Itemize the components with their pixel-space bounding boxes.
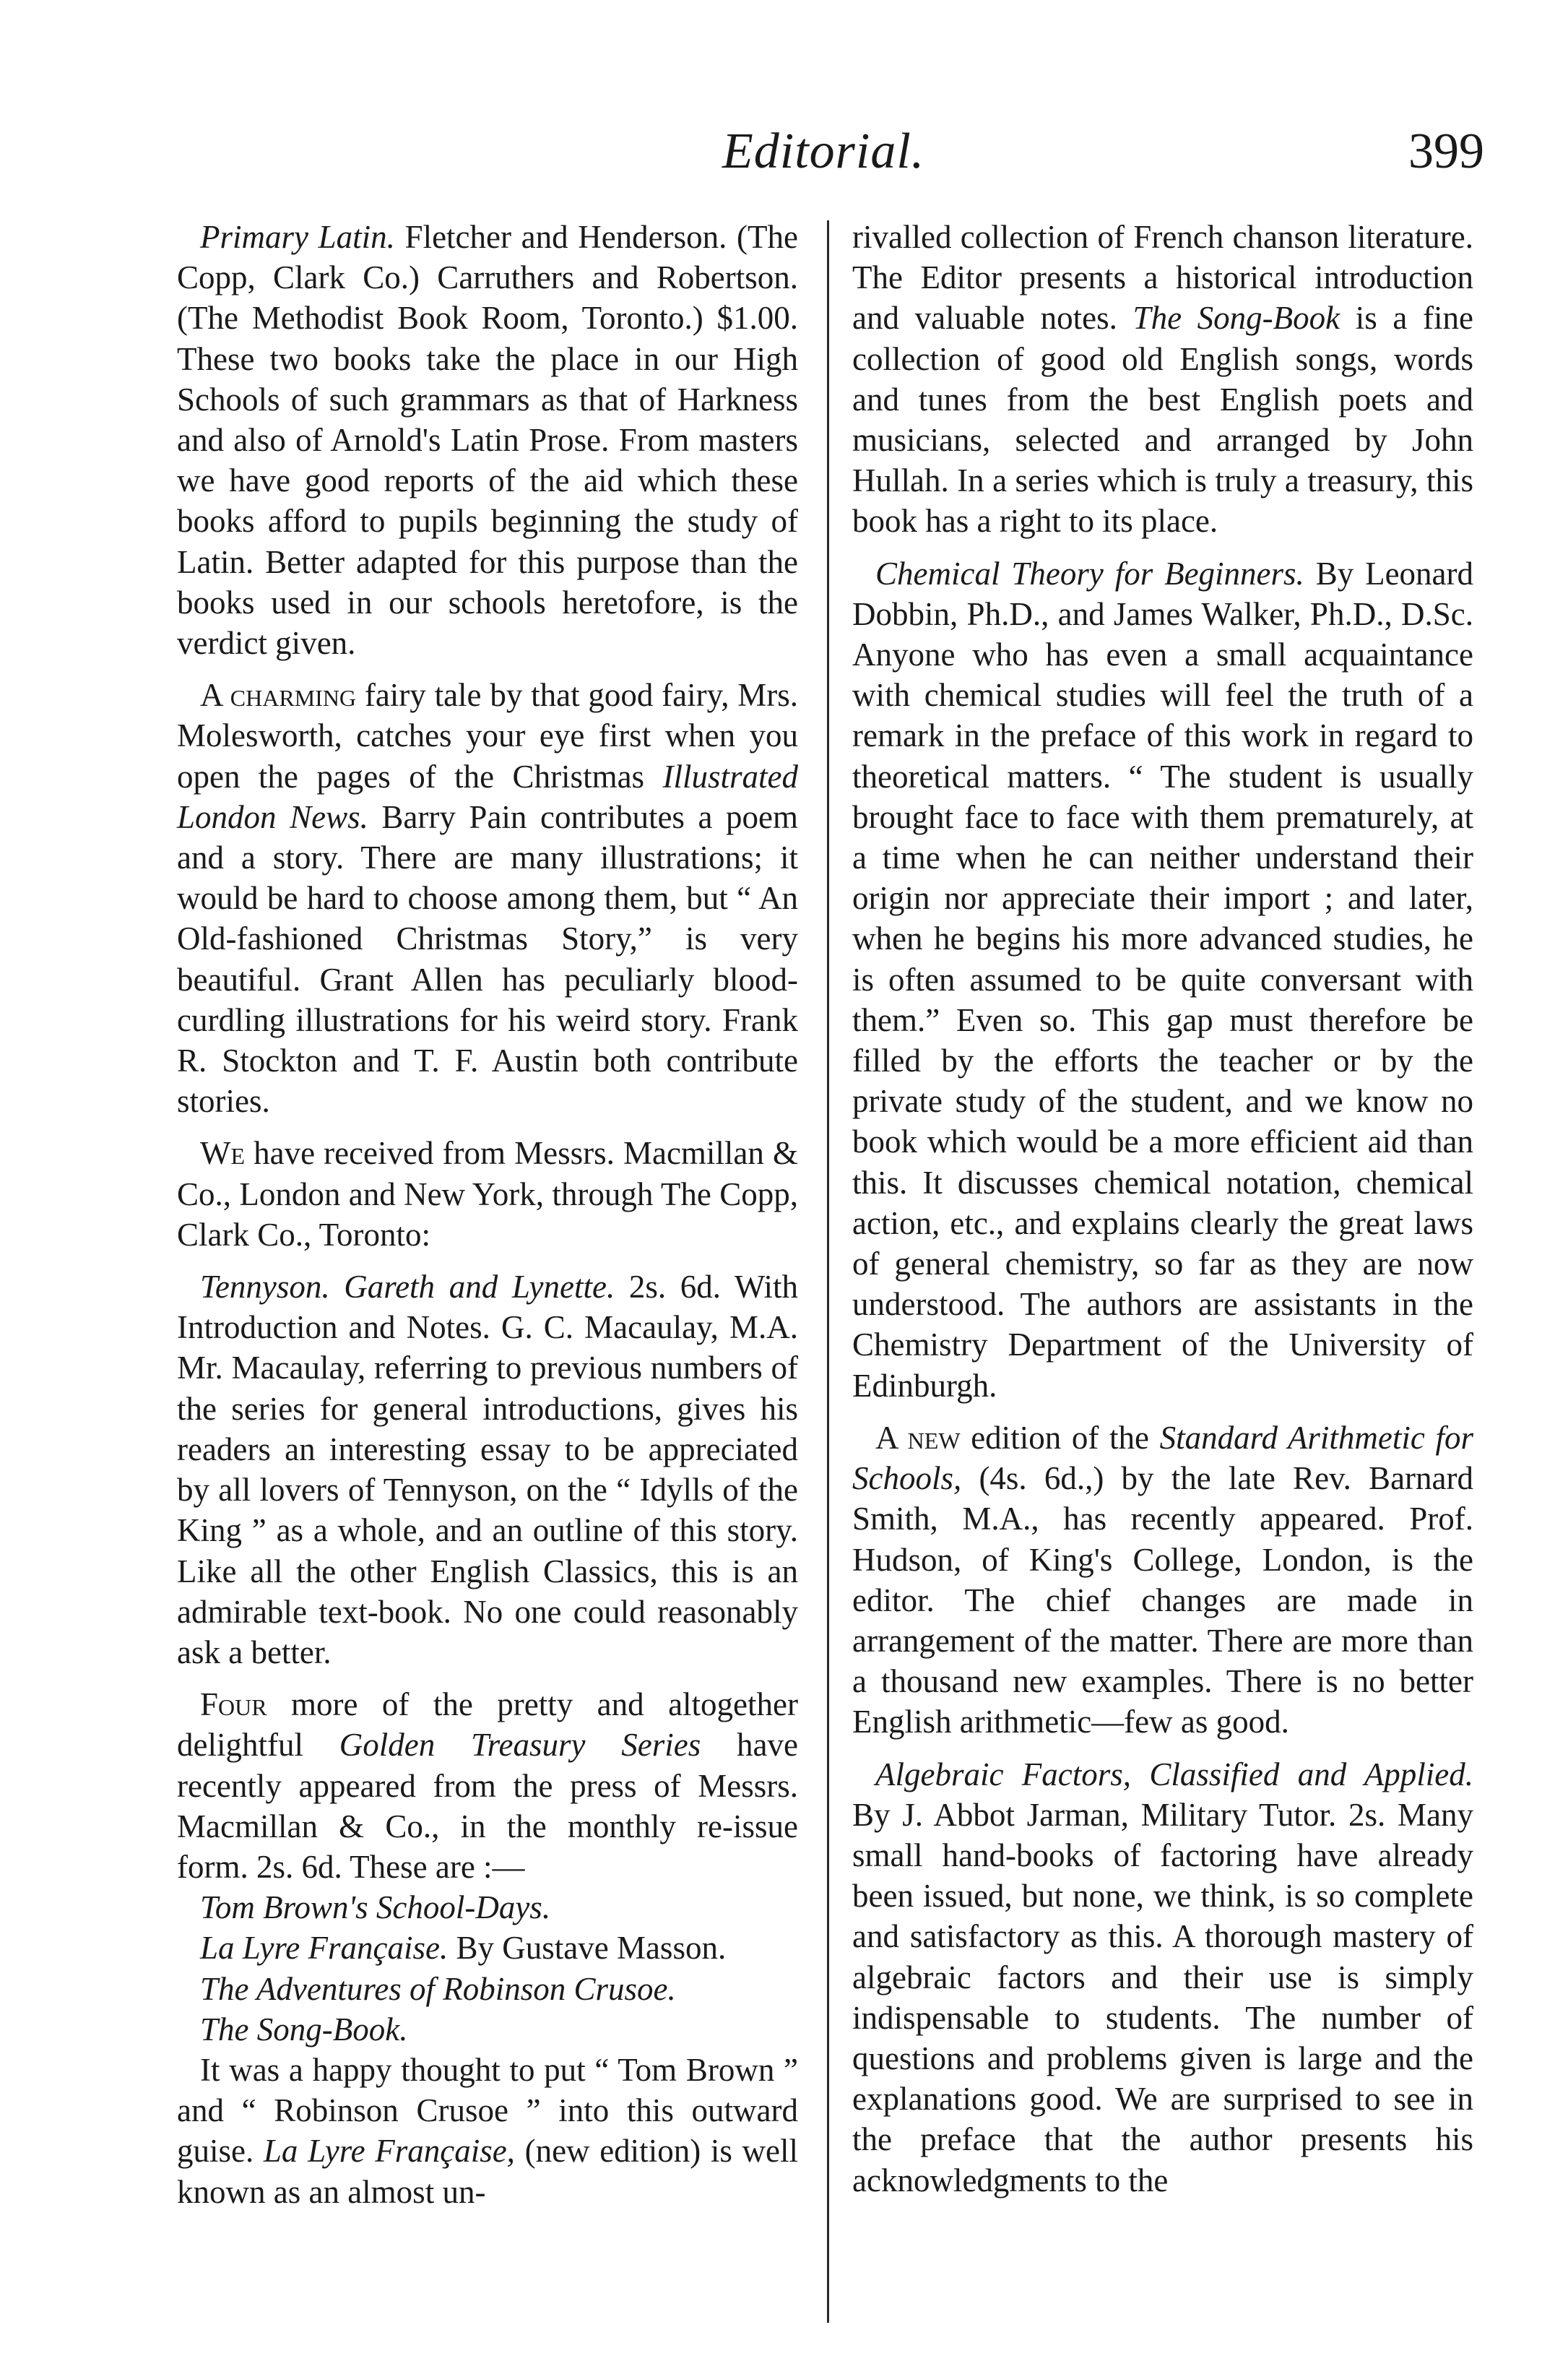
text-run: fairy tale by that good fairy, Mrs. Molesworth, catches your eye first when you open the pages of the Christmas	[177, 677, 798, 795]
italic-text: La Lyre Française.	[200, 1930, 449, 1967]
running-title: Editorial.	[722, 124, 925, 179]
text-run: Fletcher and Henderson. (The Copp, Clark Co.) Carruthers and Robertson. (The Methodist Book Room, Toronto.) $1.00. These two books take the place in our High Schools of such grammars as that of Harkness and also of Arnold's Latin Prose. From masters we have good reports of the aid which these books afford to pupils beginning the study of Latin. Better adapted for this purpose than the books used in our schools heretofore, is the verdict given.	[177, 219, 798, 662]
italic-text: Golden Treasury Series	[339, 1727, 701, 1764]
text-run: By J. Abbot Jarman, Military Tutor. 2s. Many small hand-books of factoring have already been issued, but none, we think, is so complete and satisfactory as this. A thorough mastery of algebraic factors and their use is simply indispensable to students. The number of questions and problems given is large and the explanations good. We are surprised to see in the preface that the author presents his acknowledgments to the	[852, 1796, 1473, 2198]
paragraph	[177, 1887, 798, 1928]
text-run: have recently appeared from the press of Messrs. Macmillan & Co., in the monthly re-issue form. 2s. 6d. These are :—	[177, 1727, 798, 1885]
italic-text: Primary Latin.	[200, 219, 395, 255]
italic-text: Chemical Theory for Beginners.	[875, 555, 1304, 592]
paragraph	[177, 1267, 798, 1673]
text-run: By Gustave Masson.	[448, 1930, 727, 1967]
paragraph	[852, 217, 1473, 542]
small-caps-text: We	[200, 1135, 246, 1172]
text-run: 2s. 6d. With Introduction and Notes. G. C. Macaulay, M.A. Mr. Macaulay, referring to previous numbers of the series for general introductions, gives his readers an interesting essay to be appreciated by all lovers of Tennyson, on the “ Idylls of the King ” as a whole, and an outline of this story. Like all the other English Classics, this is an admirable text-book. No one could reasonably ask a better.	[177, 1269, 798, 1670]
paragraph	[177, 217, 798, 663]
page-header	[0, 123, 1568, 195]
page-number: 399	[1408, 124, 1484, 179]
paragraph	[177, 1928, 798, 1968]
text-run: (4s. 6d.,) by the late Rev. Barnard Smith, M.A., has recently appeared. Prof. Hudson, of King's College, London, is the editor. The chief changes are made in arrangement of the matter. There are more than a thousand new examples. There is no better English arithmetic—few as good.	[852, 1460, 1473, 1740]
italic-text: Illustrated London News.	[177, 758, 798, 835]
italic-text: The Adventures of Robinson Crusoe.	[200, 1970, 676, 2007]
italic-text: Tom Brown's School-Days.	[200, 1889, 551, 1926]
text-run: is a fine collection of good old English songs, words and tunes from the best English poets and musicians, selected and arranged by John Hullah. In a series which is truly a treasury, this book has a right to its place.	[852, 300, 1473, 540]
paragraph	[177, 1133, 798, 1255]
right-column	[852, 217, 1473, 2212]
paragraph	[177, 1969, 798, 2009]
paragraph	[852, 1754, 1473, 2201]
text-run: more of the pretty and altogether delightful	[177, 1686, 798, 1764]
small-caps-text: A charming	[200, 677, 357, 714]
paragraph	[177, 2009, 798, 2050]
text-run: have received from Messrs. Macmillan & Co., London and New York, through The Copp, Clark Co., Toronto:	[177, 1135, 798, 1253]
italic-text: Standard Arithmetic for Schools,	[852, 1419, 1474, 1497]
paragraph	[852, 553, 1473, 1406]
text-run: rivalled collection of French chanson literature. The Editor presents a historical introduction and valuable notes.	[852, 219, 1473, 337]
italic-text: Tennyson. Gareth and Lynette.	[200, 1269, 615, 1306]
paragraph	[177, 2050, 798, 2212]
small-caps-text: Four	[200, 1686, 267, 1723]
text-run: (new edition) is well known as an almost un-	[177, 2133, 798, 2210]
column-rule	[827, 220, 829, 2323]
italic-text: The Song-Book.	[200, 2011, 408, 2048]
text-run: edition of the	[960, 1419, 1160, 1456]
paragraph	[852, 1418, 1473, 1743]
text-run: Barry Pain contributes a poem and a story. There are many illustrations; it would be hard to choose among them, but “ An Old-fashioned Christmas Story,” is very beautiful. Grant Allen has peculiarly blood-curdling illustrations for his weird story. Frank R. Stockton and T. F. Austin both contribute stories.	[177, 798, 798, 1120]
italic-text: The Song-Book	[1132, 300, 1340, 337]
text-run: It was a happy thought to put “ Tom Brown ” and “ Robinson Crusoe ” into this outward guise.	[177, 2051, 798, 2170]
left-column	[177, 217, 798, 2224]
italic-text: La Lyre Française,	[263, 2133, 515, 2170]
paragraph	[177, 675, 798, 1121]
small-caps-text: A new	[875, 1419, 961, 1456]
text-run: By Leonard Dobbin, Ph.D., and James Walker, Ph.D., D.Sc. Anyone who has even a small acquaintance with chemical studies will feel the truth of a remark in the preface of this work in regard to theoretical matters. “ The student is usually brought face to face with them prematurely, at a time when he can neither understand their origin nor appreciate their import ; and later, when he begins his more advanced studies, he is often assumed to be quite conversant with them.” Even so. This gap must therefore be filled by the efforts the teacher or by the private study of the student, and we know no book which would be a more efficient aid than this. It discusses chemical notation, chemical action, etc., and explains clearly the great laws of general chemistry, so far as they are now understood. The authors are assistants in the Chemistry Department of the University of Edinburgh.	[852, 555, 1473, 1404]
italic-text: Algebraic Factors, Classified and Applied.	[875, 1756, 1473, 1792]
paragraph	[177, 1684, 798, 1887]
